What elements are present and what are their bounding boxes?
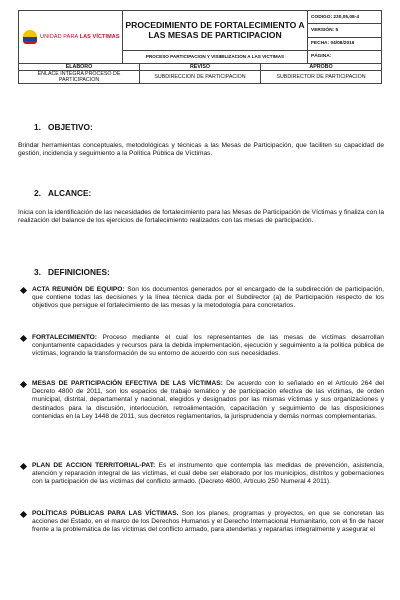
definition-text: Son los documentos generados por el encargado de la subdirección de participación, que contiene todas las decisiones y la línea técnica dada por el Subdirector (a) de Participación respecto de los objetivos que persigue el fortalecimiento de las mesas y la metodología para concretarlos. [32,286,384,310]
diamond-bullet-icon [20,511,27,518]
objetivo-text: Brindar herramientas conceptuales, metodológicas y técnicas a las Mesas de Participación, que faciliten su capacidad de gestión, incidencia y seguimiento a la Política Pública de Víctimas. [18,142,384,158]
aprobo-value: SUBDIRECTOR DE PARTICIPACION [261,71,382,84]
fecha-field: FECHA: 04/08/2016 [308,37,382,50]
logo [19,30,122,44]
section-definiciones-heading [34,267,110,277]
section-objetivo-heading [34,122,93,132]
definition-text: Es el instrumento que contempla las medidas de prevención, asistencia, atención y reparación integral de las víctimas, el cual debe ser elaborado por los municipios, distritos y gobernaciones con la participación de las víctimas del conflicto armado. (Decreto 4800, Artículo 250 Numeral 4 2011). [32,462,384,486]
aprobo-label: APROBO [261,64,382,71]
codigo-field: CODIGO: 230,05,08-4 [308,11,382,24]
section-title: DEFINICIONES: [48,267,110,277]
definition-term: FORTALECIMIENTO: [32,334,97,341]
elaboro-label: ELABORO [19,64,140,71]
definition-term: MESAS DE PARTICIPACIÓN EFECTIVA DE LAS VÍCTIMAS: [32,380,223,387]
definition-item [32,510,384,535]
diamond-bullet-icon [20,287,27,294]
definition-item [32,286,384,311]
definition-item [32,334,384,359]
reviso-value: SUBDIRECCION DE PARTICIPACION [140,71,261,84]
definition-term: ACTA REUNIÓN DE EQUIPO: [32,286,125,293]
definition-text: De acuerdo con lo señalado en el Artículo 264 del Decreto 4800 de 2011, son los espacios de trabajo temático y de participación efectiva de las víctimas, de orden municipal, distrital, departamental y nacional, elegidos y designados por las mismas víctimas y sus organizaciones y destinados para la discusión, interlocución, retroalimentación, capacitación y seguimiento de las disposiciones contenidas en la Ley 1448 de 2011, sus decretos reglamentarios, la jurisprudencia y demás normas complementarias. [32,380,385,420]
section-number: 3. [34,267,41,277]
version-field: VERSIÓN: 5 [308,24,382,37]
section-alcance-heading [34,188,91,198]
section-number: 2. [34,188,41,198]
logo-prefix: UNIDAD PARA [40,34,78,40]
definition-item [32,462,384,487]
diamond-bullet-icon [20,381,27,388]
crest-icon [23,30,37,44]
diamond-bullet-icon [20,335,27,342]
document-header-table [18,10,382,64]
diamond-bullet-icon [20,463,27,470]
title-cell [123,11,308,51]
logo-brand: LAS VÍCTIMAS [79,34,120,40]
section-title: OBJETIVO: [48,122,93,132]
process-subtitle: PROCESO PARTICIPACION Y VISIBILIZACION A LAS VICTIMAS [123,50,308,63]
definition-term: POLÍTICAS PÚBLICAS PARA LAS VÍCTIMAS. [32,510,179,517]
logo-cell [19,11,123,64]
pagina-field: PÁGINA: [308,50,382,63]
title-line-1: PROCEDIMIENTO DE FORTALECIMIENTO A [125,20,305,31]
title-line-2: LAS MESAS DE PARTICIPACION [148,30,282,41]
logo-text [40,34,120,40]
elaboro-value: ENLACE INTEGRA PROCESO DE PARTICIPACION [19,71,140,84]
alcance-text: Inicia con la identificación de las necesidades de fortalecimiento para las Mesas de Participación de Víctimas y finaliza con la realización del balance de los ejercicios de fortalecimiento realizados con las mesas de participación. [18,209,384,225]
document-title [123,18,307,42]
definition-text: Proceso mediante el cual los representantes de las mesas de víctimas desarrollan conjuntamente capacidades y recursos para la debida implementación, ejecución y seguimiento a la política pública de víctimas, logrando la transformación de su entorno de acuerdo con sus necesidades. [32,334,384,358]
section-title: ALCANCE: [48,188,92,198]
section-number: 1. [34,122,41,132]
definition-text: Son los planes, programas y proyectos, en que se concretan las acciones del Estado, en el marco de los Derechos Humanos y el Derecho Internacional Humanitario, con el fin de hacer frente a la problemática de las víctimas del conflicto armado, para atenderlas y repararlas integralmente y asegurar el [32,510,384,534]
definition-term: PLAN DE ACCION TERRITORIAL-PAT: [32,462,156,469]
reviso-label: REVISO [140,64,261,71]
definition-item [32,380,384,421]
signature-table [18,63,382,84]
